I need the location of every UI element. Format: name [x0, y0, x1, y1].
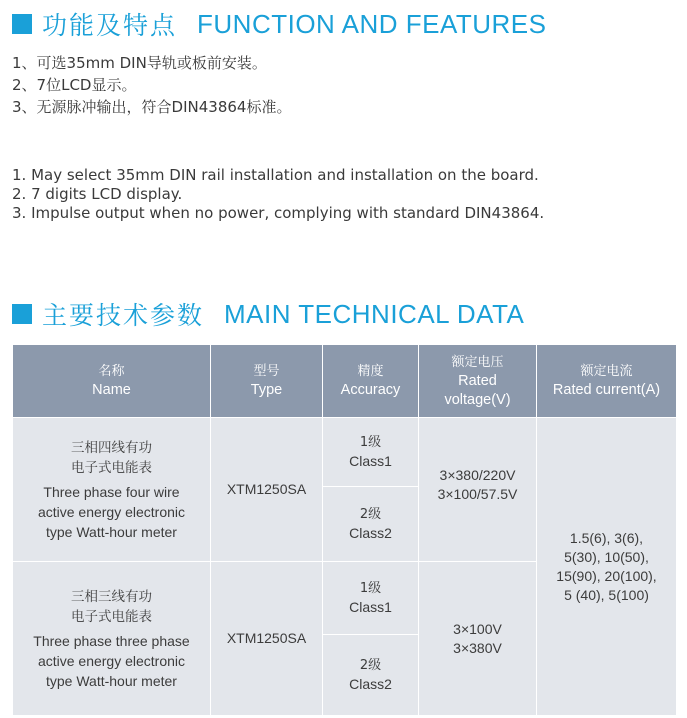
feature-item-en: 1. May select 35mm DIN rail installation and installation on the board.	[12, 166, 539, 184]
features-section-title	[12, 6, 547, 42]
accuracy-cell: 2级 Class2	[323, 635, 419, 716]
square-bullet-icon	[12, 304, 32, 324]
product-name-cell: 三相四线有功 电子式电能表 Three phase four wire active energy electronic type Watt-hour meter	[13, 418, 211, 562]
square-bullet-icon	[12, 14, 32, 34]
header-accuracy: 精度 Accuracy	[323, 345, 419, 418]
features-list-en	[12, 166, 544, 223]
feature-item-cn: 3、无源脉冲输出，符合DIN43864标准。	[12, 98, 292, 116]
accuracy-cell: 1级 Class1	[323, 562, 419, 635]
rated-voltage-cell: 3×380/220V 3×100/57.5V	[419, 418, 537, 562]
technical-data-section-title	[12, 296, 524, 332]
features-list-cn	[12, 52, 291, 118]
product-type-cell: XTM1250SA	[211, 562, 323, 716]
header-name: 名称 Name	[13, 345, 211, 418]
technical-title-en: MAIN TECHNICAL DATA	[224, 298, 525, 329]
table-row	[13, 418, 677, 487]
technical-title-cn: 主要技术参数	[42, 301, 205, 330]
accuracy-cell: 1级 Class1	[323, 418, 419, 487]
header-type: 型号 Type	[211, 345, 323, 418]
features-title-en: FUNCTION AND FEATURES	[197, 8, 547, 39]
product-type-cell: XTM1250SA	[211, 418, 323, 562]
accuracy-cell: 2级 Class2	[323, 487, 419, 562]
feature-item-cn: 1、可选35mm DIN导轨或板前安装。	[12, 54, 267, 72]
rated-voltage-cell: 3×100V 3×380V	[419, 562, 537, 716]
table-header-row	[13, 345, 677, 418]
header-rated-voltage: 额定电压 Rated voltage(V)	[419, 345, 537, 418]
feature-item-en: 3. Impulse output when no power, complying with standard DIN43864.	[12, 204, 545, 222]
product-name-cell: 三相三线有功 电子式电能表 Three phase three phase active energy electronic type Watt-hour meter	[13, 562, 211, 716]
technical-data-table	[12, 344, 677, 716]
feature-item-cn: 2、7位LCD显示。	[12, 76, 137, 94]
rated-current-cell: 1.5(6), 3(6), 5(30), 10(50), 15(90), 20(100), 5 (40), 5(100)	[537, 418, 677, 716]
header-rated-current: 额定电流 Rated current(A)	[537, 345, 677, 418]
features-title-cn: 功能及特点	[42, 11, 178, 40]
feature-item-en: 2. 7 digits LCD display.	[12, 185, 183, 203]
